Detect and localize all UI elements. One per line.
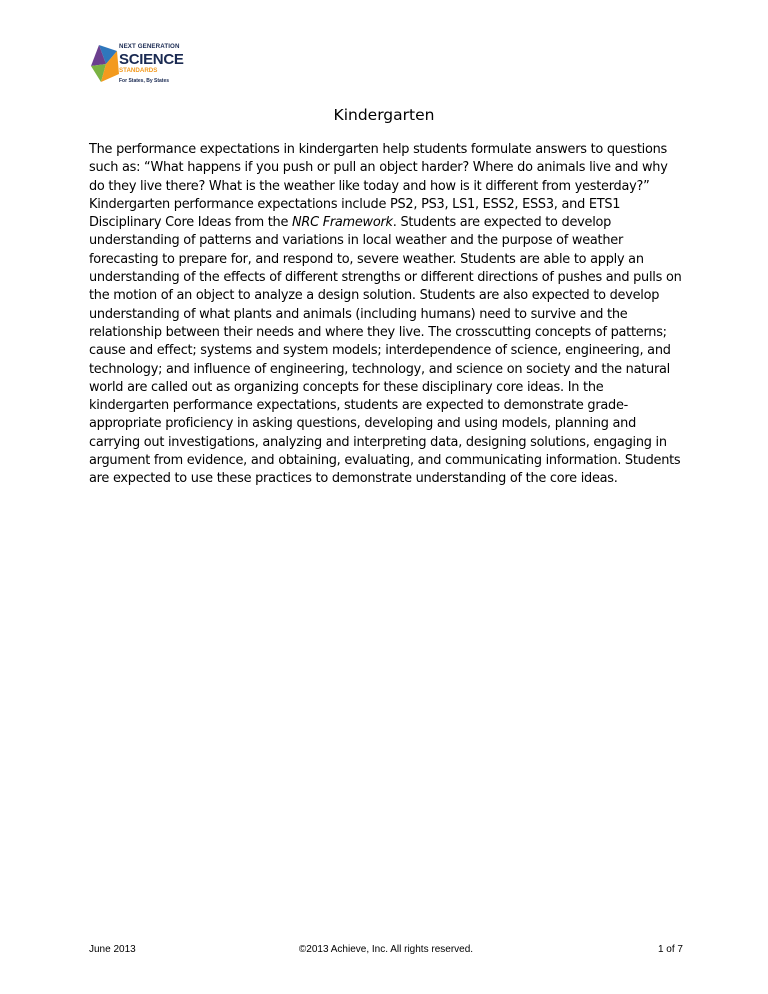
footer-copyright: ©2013 Achieve, Inc. All rights reserved.: [298, 944, 474, 955]
page-title: Kindergarten: [333, 106, 435, 124]
ngss-logo-icon: [89, 42, 123, 86]
nrc-framework-italic: NRC Framework: [292, 215, 393, 231]
footer-date: June 2013: [89, 944, 136, 955]
page-footer: [89, 943, 683, 957]
logo-next-generation: NEXT GENERATION: [119, 43, 180, 50]
logo-standards: STANDARDS: [119, 67, 158, 74]
paragraph-part-1: The performance expectations in kindergarten help students formulate answers to questions such as: “What happens if you push or pull an object harder? Where do animals live and why do they live there? What is the weather like today and how is it different from yesterday?” Kindergarten performance expectations include PS2, PS3, LS1, ESS2, ESS3, and ETS1 Disciplinary Core Ideas from the: [89, 142, 668, 231]
paragraph-part-2: . Students are expected to develop understanding of patterns and variations in local weather and the purpose of weather forecasting to prepare for, and respond to, severe weather. Students are able to apply an understanding of the effects of different strengths or different directions of pushes and pulls on the motion of an object to analyze a design solution. Students are also expected to develop understanding of what plants and animals (including humans) need to survive and the relationship between their needs and where they live. The crosscutting concepts of patterns; cause and effect; systems and system models; interdependence of science, engineering, and technology; and influence of engineering, technology, and science on society and the natural world are called out as organizing concepts for these disciplinary core ideas. In the kindergarten performance expectations, students are expected to demonstrate grade-appropriate proficiency in asking questions, developing and using models, planning and carrying out investigations, analyzing and interpreting data, designing solutions, engaging in argument from evidence, and obtaining, evaluating, and communicating information. Students are expected to use these practices to demonstrate understanding of the core ideas.: [89, 215, 682, 487]
body-paragraph: [89, 141, 683, 489]
logo-science: SCIENCE: [119, 51, 184, 68]
footer-page-number: 1 of 7: [657, 944, 683, 955]
ngss-logo: [89, 42, 184, 92]
logo-tagline: For States, By States: [119, 78, 170, 84]
